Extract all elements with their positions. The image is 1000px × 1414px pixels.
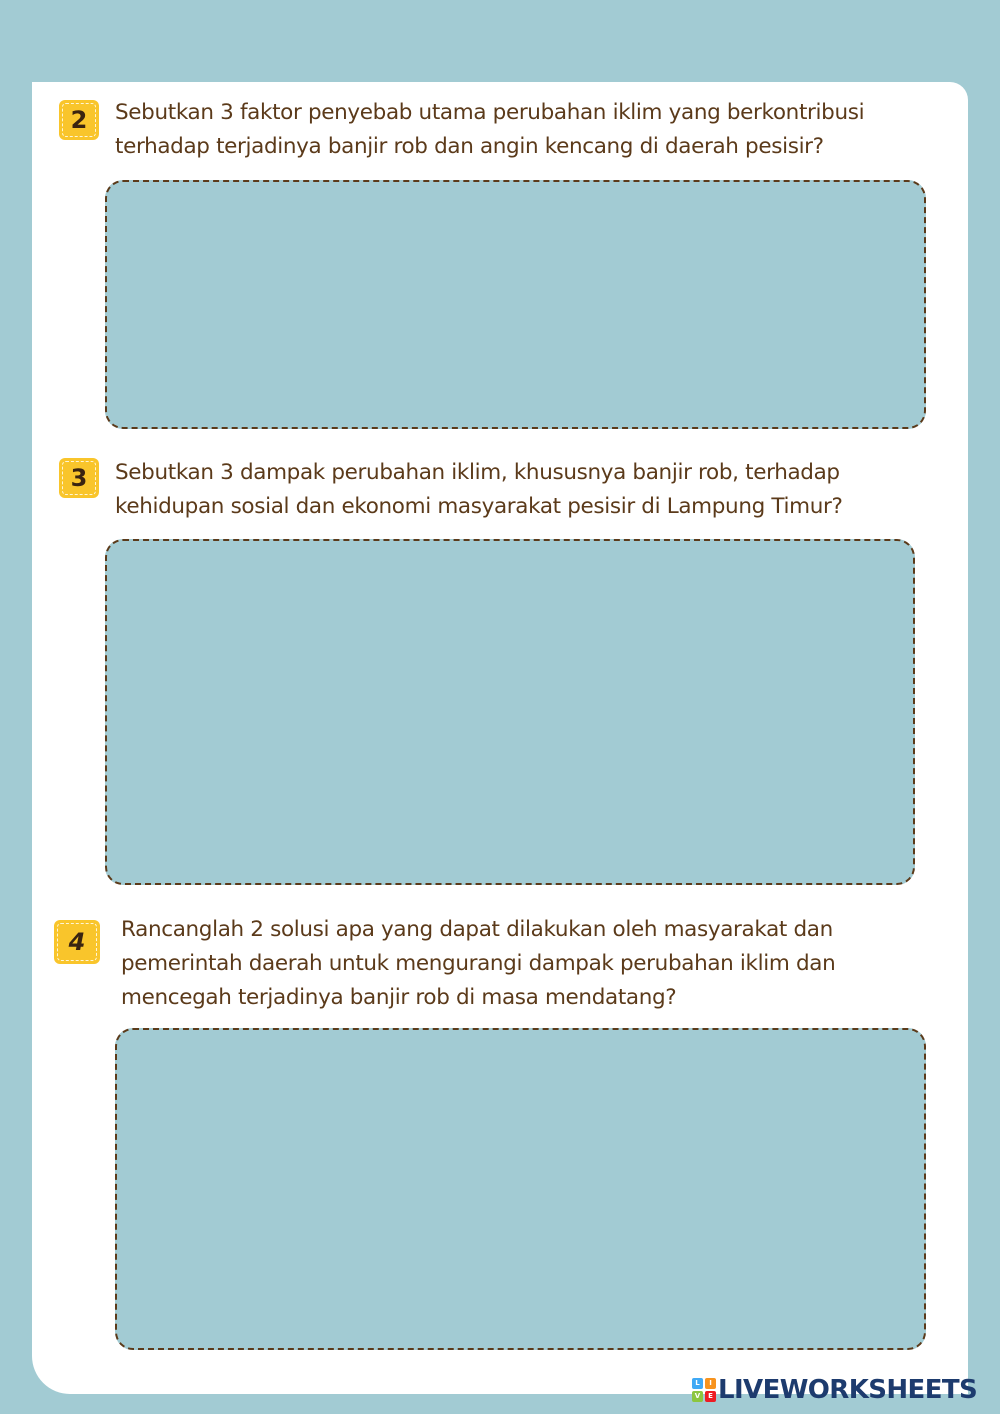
question-2-line-2: terhadap terjadinya banjir rob dan angin kencang di daerah pesisir? (115, 134, 824, 159)
logo-text: LIVEWORKSHEETS (718, 1375, 978, 1405)
question-4-answer-box[interactable] (115, 1028, 926, 1350)
question-4-line-3: mencegah terjadinya banjir rob di masa mendatang? (121, 985, 677, 1010)
question-3-answer-box[interactable] (105, 539, 915, 885)
question-3-line-2: kehidupan sosial dan ekonomi masyarakat pesisir di Lampung Timur? (115, 494, 843, 519)
question-4-line-2: pemerintah daerah untuk mengurangi dampak perubahan iklim dan (121, 951, 836, 976)
question-3-text (115, 456, 960, 524)
question-2-answer-box[interactable] (105, 180, 926, 429)
logo-tile-i: I (705, 1378, 716, 1389)
question-2-line-1: Sebutkan 3 faktor penyebab utama perubahan iklim yang berkontribusi (115, 100, 865, 125)
question-4-number-badge (54, 920, 100, 964)
logo-tile-e: E (705, 1391, 716, 1402)
question-4-number: 4 (68, 928, 86, 956)
liveworksheets-logo[interactable] (692, 1374, 977, 1406)
question-4-text (121, 913, 956, 1015)
question-4-line-1: Rancanglah 2 solusi apa yang dapat dilakukan oleh masyarakat dan (121, 917, 833, 942)
question-3-number: 3 (70, 464, 88, 492)
question-2-number: 2 (70, 106, 88, 134)
question-2-number-badge (59, 100, 99, 140)
logo-tile-v: V (692, 1391, 703, 1402)
question-3-line-1: Sebutkan 3 dampak perubahan iklim, khususnya banjir rob, terhadap (115, 460, 840, 485)
question-2-text (115, 96, 960, 164)
logo-tile-l: L (692, 1378, 703, 1389)
question-3-number-badge (59, 458, 99, 498)
liveworksheets-grid-icon (692, 1378, 716, 1402)
